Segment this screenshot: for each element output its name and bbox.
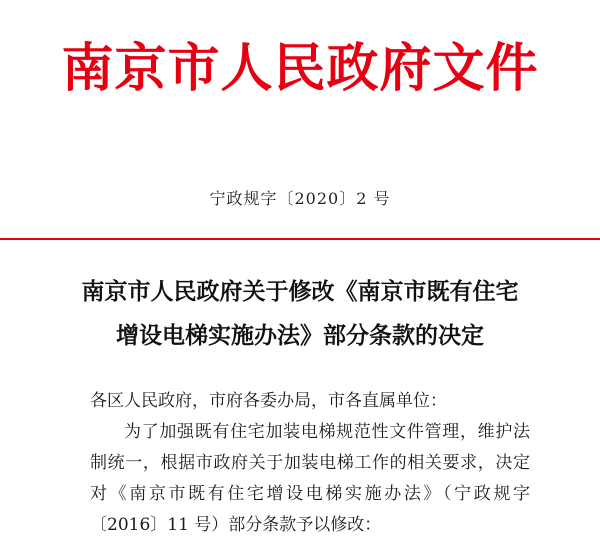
document-title	[0, 270, 600, 358]
document-number: 宁政规字〔2020〕2 号	[209, 189, 391, 208]
addressee: 各区人民政府，市府各委办局，市各直属单位：	[90, 391, 447, 411]
body-paragraph: 为了加强既有住宅加装电梯规范性文件管理，维护法制统一，根据市政府关于加装电梯工作的相关要求，决定对《南京市既有住宅增设电梯实施办法》（宁政规字〔2016〕11 号）部分条款予以修改：	[90, 422, 530, 535]
red-divider-line	[0, 238, 600, 240]
title-line-1: 南京市人民政府关于修改《南京市既有住宅	[81, 278, 519, 305]
issuer-title: 南京市人民政府文件	[61, 39, 539, 99]
document-body	[90, 386, 530, 541]
title-line-2: 增设电梯实施办法》部分条款的决定	[116, 322, 484, 349]
